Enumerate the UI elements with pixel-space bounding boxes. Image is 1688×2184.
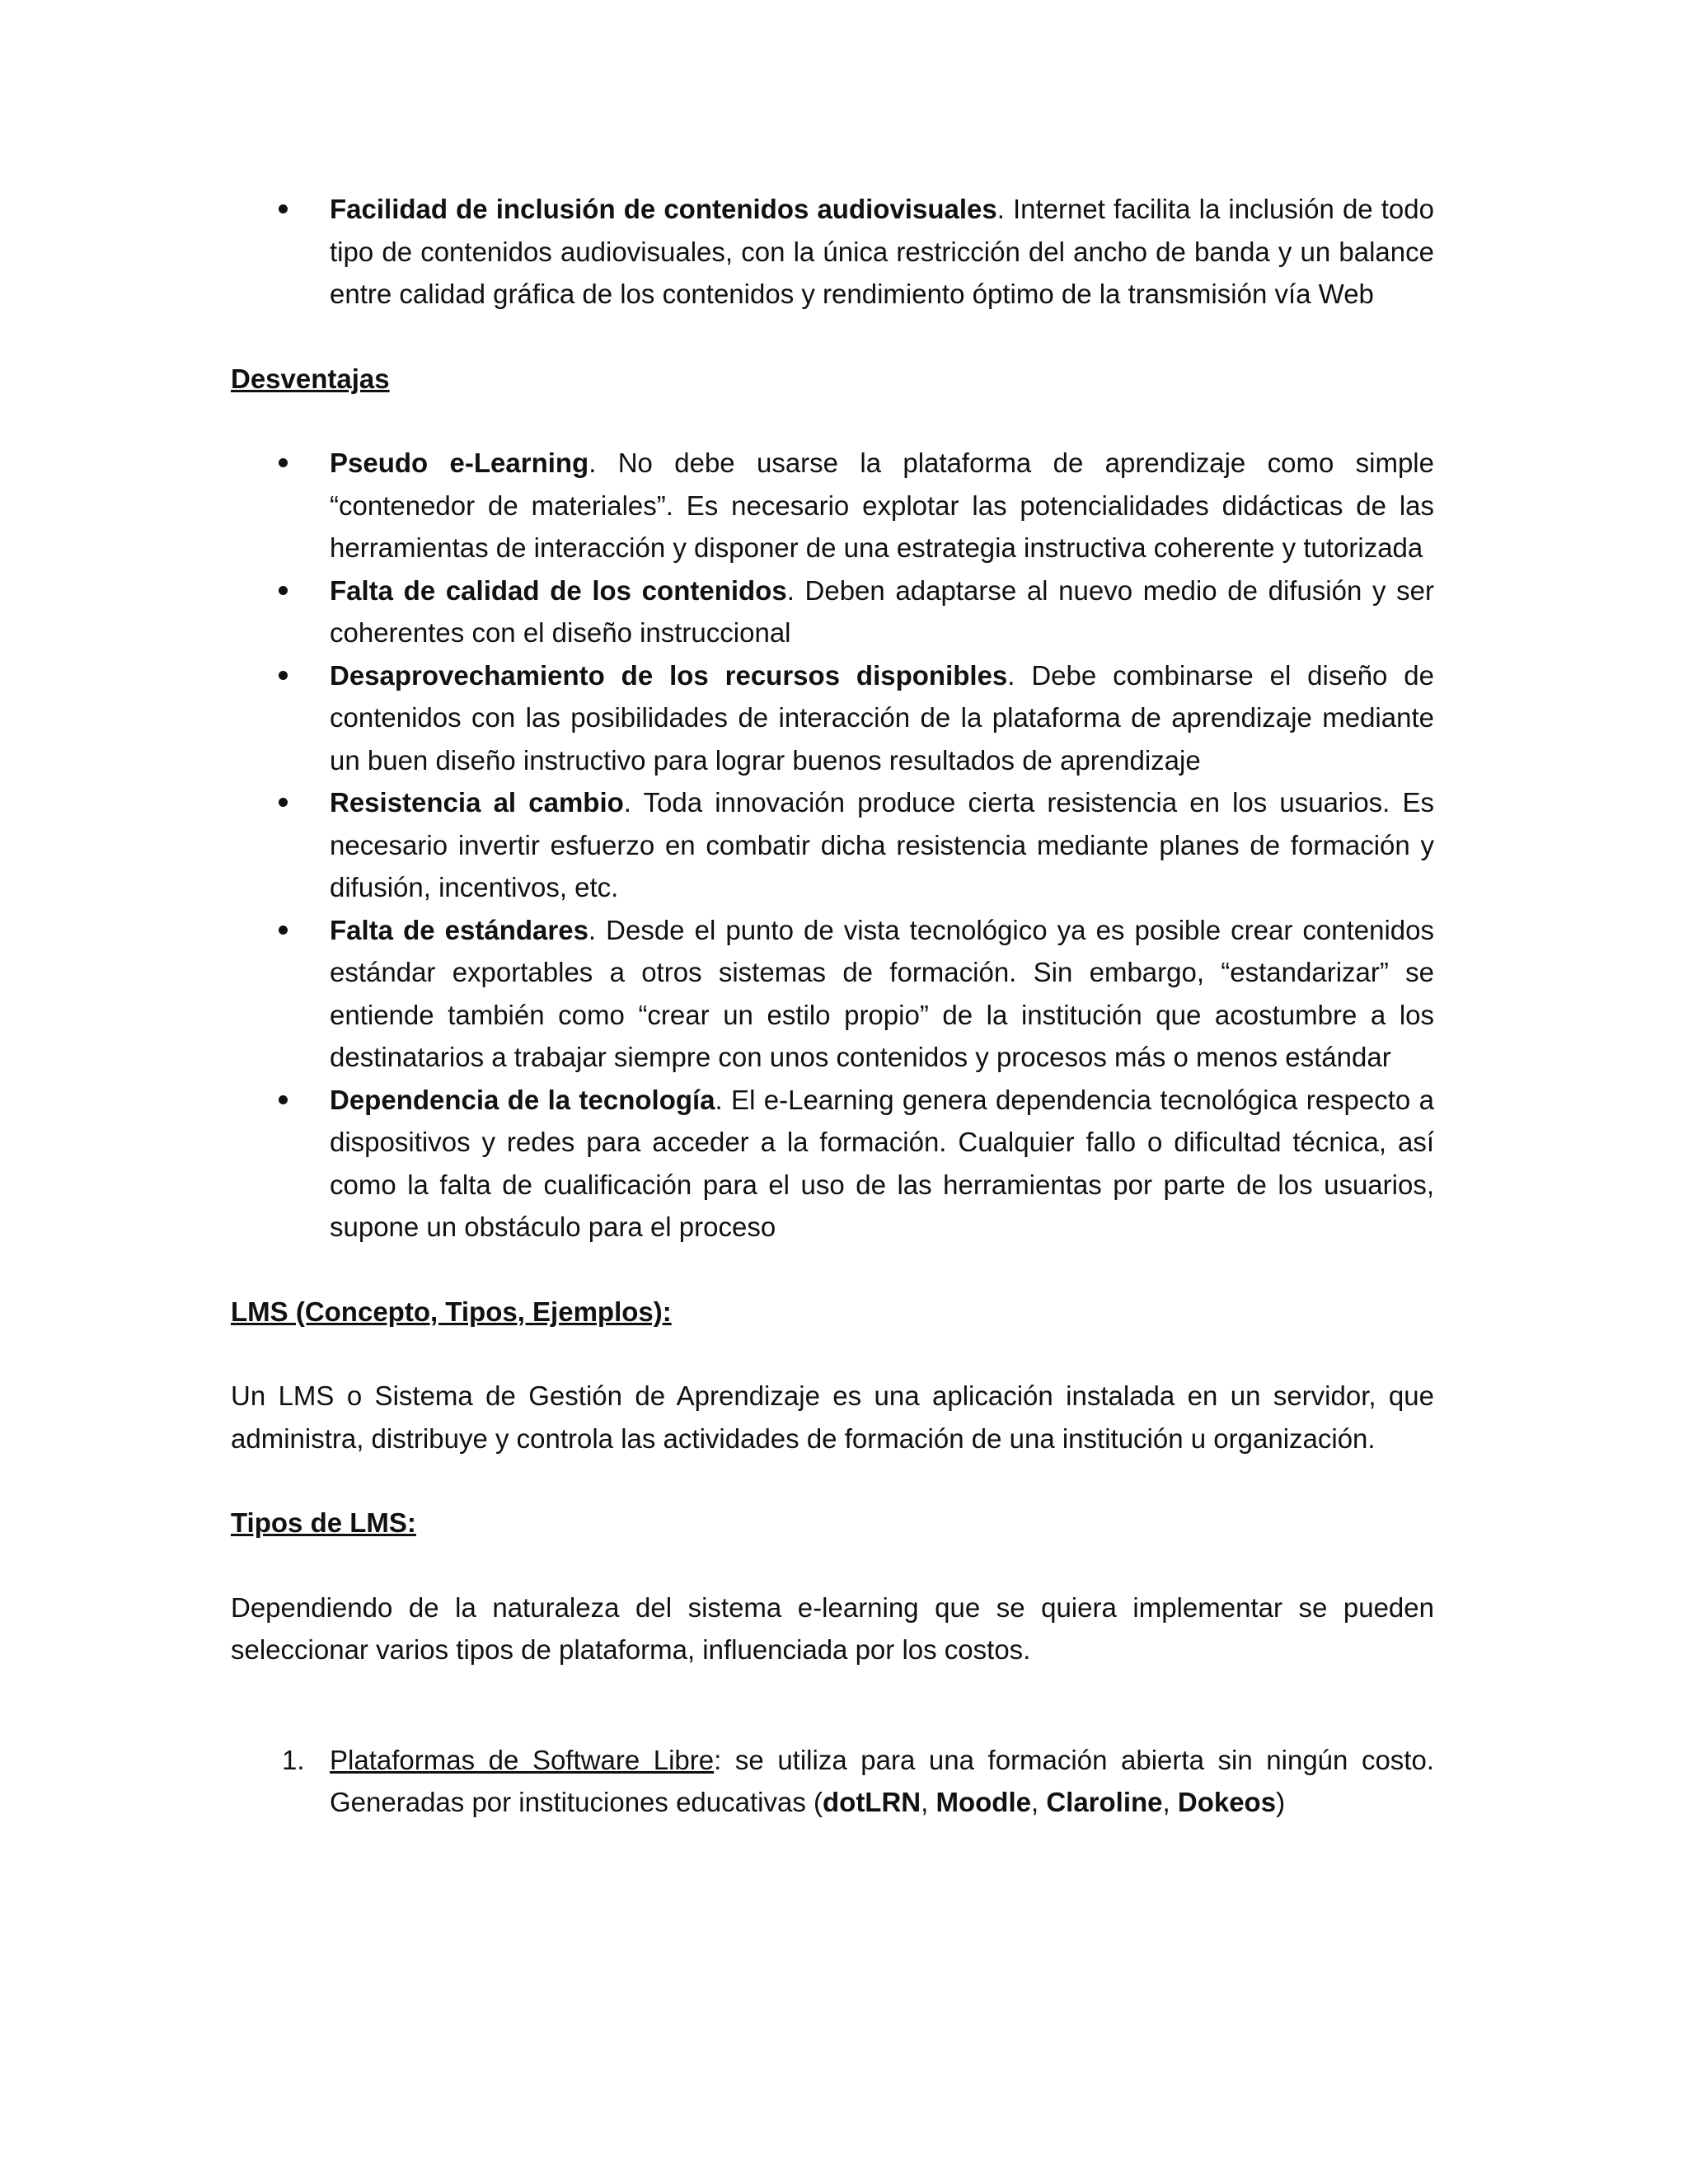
example-dokeos: Dokeos — [1177, 1787, 1277, 1817]
bullet-dot-icon — [279, 798, 288, 807]
bullet-title: Dependencia de la tecnología — [330, 1084, 715, 1115]
bullet-text: . Internet facilita la inclusión de todo tipo de contenidos audiovisuales, con la única restricción del ancho de banda y un balance entre calidad gráfica de los contenidos y rendimiento óptimo de la transmisión vía Web — [330, 194, 1434, 309]
bullet-dot-icon — [279, 926, 288, 935]
bullet-title: Desaprovechamiento de los recursos disponibles — [330, 659, 1008, 691]
bullet-text: . Debe combinarse el diseño de contenidos con las posibilidades de interacción de la plataforma de aprendizaje mediante un buen diseño instructivo para lograr buenos resultados de aprendizaje — [330, 659, 1434, 776]
bullet-item — [231, 188, 1434, 316]
desventajas-heading: Desventajas — [231, 363, 390, 394]
example-moodle: Moodle — [935, 1787, 1031, 1817]
bullet-item — [231, 781, 1434, 909]
item-title: Plataformas de Software Libre — [330, 1744, 715, 1775]
bullet-title: Resistencia al cambio — [330, 787, 624, 818]
lms-heading: LMS (Concepto, Tipos, Ejemplos): — [231, 1296, 672, 1327]
bullet-title: Pseudo e-Learning — [330, 448, 589, 478]
bullet-dot-icon — [279, 671, 288, 680]
intro-bullet-list — [231, 188, 1434, 316]
lms-paragraph: Un LMS o Sistema de Gestión de Aprendizaje es una aplicación instalada en un servidor, que administra, distribuye y controla las actividades de formación de una institución u organización. — [231, 1380, 1434, 1454]
bullet-title: Falta de estándares — [330, 914, 588, 945]
bullet-text: . Desde el punto de vista tecnológico ya es posible crear contenidos estándar exportables a otros sistemas de formación. Sin embargo, “estandarizar” se entiende también como “crear un estilo propio” de la institución que acostumbre a los destinatarios a trabajar siempre con unos contenidos y procesos más o menos estándar — [330, 914, 1434, 1072]
bullet-dot-icon — [279, 1095, 288, 1104]
document-content — [231, 188, 1434, 1824]
tipos-paragraph: Dependiendo de la naturaleza del sistema e-learning que se quiera implementar se pueden seleccionar varios tipos de plataforma, influenciada por los costos. — [231, 1591, 1434, 1665]
bullet-dot-icon — [279, 204, 288, 213]
bullet-item — [231, 442, 1434, 569]
tipos-list — [231, 1739, 1434, 1824]
bullet-item — [231, 654, 1434, 782]
bullet-item — [231, 1079, 1434, 1249]
bullet-dot-icon — [279, 586, 288, 595]
bullet-text: . El e-Learning genera dependencia tecnológica respecto a dispositivos y redes para acceder a la formación. Cualquier fallo o dificultad técnica, así como la falta de cualificación para el uso de las herramientas por parte de los usuarios, supone un obstáculo para el proceso — [330, 1084, 1434, 1242]
bullet-title: Falta de calidad de los contenidos — [330, 574, 787, 606]
bullet-item — [231, 569, 1434, 654]
numbered-item: 1. Plataformas de Software Libre: se utiliza para una formación abierta sin ningún costo. Generadas por instituciones educativas (dotLRN, Moodle, Claroline, Dokeos) — [231, 1739, 1434, 1824]
tipos-heading: Tipos de LMS: — [231, 1507, 416, 1538]
bullet-text: . Deben adaptarse al nuevo medio de difusión y ser coherentes con el diseño instruccional — [330, 574, 1434, 648]
bullet-item — [231, 909, 1434, 1079]
example-dotlrn: dotLRN — [823, 1787, 921, 1817]
example-claroline: Claroline — [1046, 1787, 1163, 1817]
bullet-text: . No debe usarse la plataforma de aprendizaje como simple “contenedor de materiales”. Es necesario explotar las potencialidades didácticas de las herramientas de interacción y disponer de una estrategia instructiva coherente y tutorizada — [330, 448, 1434, 563]
item-number: 1. — [282, 1744, 305, 1775]
item-text: : se utiliza para una formación abierta sin ningún costo. Generadas por instituciones educativas ( — [330, 1744, 1434, 1817]
bullet-text: . Toda innovación produce cierta resistencia en los usuarios. Es necesario invertir esfuerzo en combatir dicha resistencia mediante planes de formación y difusión, incentivos, etc. — [330, 787, 1434, 902]
bullet-dot-icon — [279, 458, 288, 467]
bullet-title: Facilidad de inclusión de contenidos audiovisuales — [330, 194, 997, 224]
desventajas-list — [231, 442, 1434, 1249]
